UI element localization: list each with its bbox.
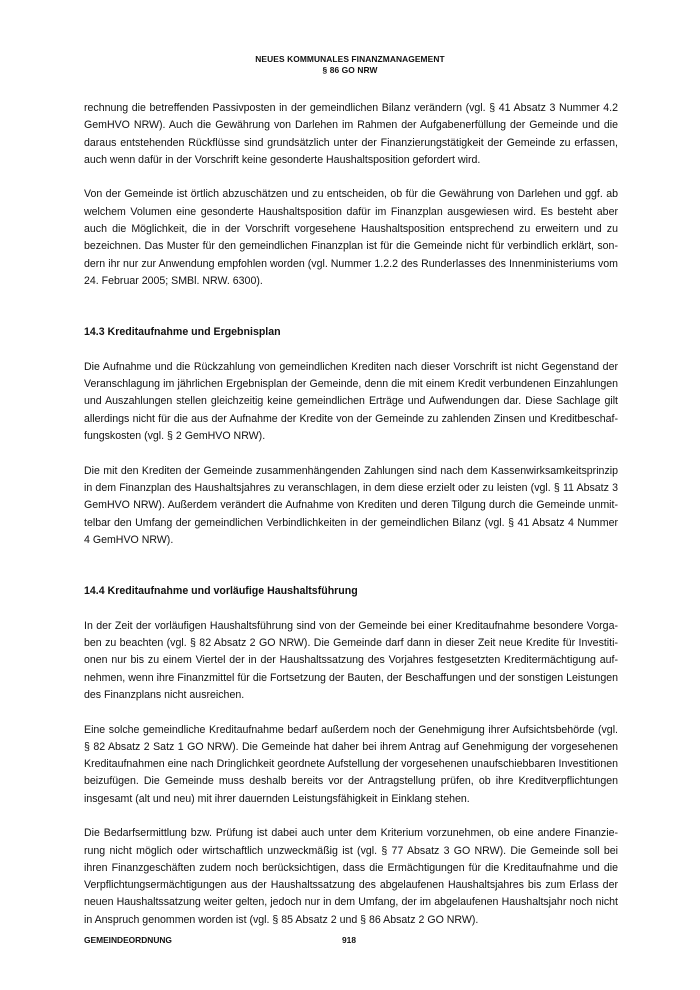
- section-14-4-paragraph-1: In der Zeit der vorläufigen Haushaltsführung sind von der Gemeinde bei einer Kreditaufnahme besondere Vorgaben zu beachten (vgl. § 82 Absatz 2 GO NRW). Die Gemeinde darf dann in dieser Zeit neue Kredite für Investitionen nur bis zu einem Viertel der in der Haushaltssatzung des Vorjahres festgesetzten Kreditermächtigung aufnehmen, wenn ihre Finanzmittel für die Fortsetzung der Bauten, der Beschaffungen und der sonstigen Leistungen des Finanzplans nicht ausreichen.: [84, 619, 618, 701]
- footer-title: GEMEINDEORDNUNG: [84, 935, 172, 945]
- intro-paragraph-1: rechnung die betreffenden Passivposten in der gemeindlichen Bilanz verändern (vgl. § 41 Absatz 3 Nummer 4.2 GemHVO NRW). Auch die Gewährung von Darlehen im Rahmen der Aufgabenerfüllung der Gemeinde und die daraus entstehenden Rückflüsse sind grundsätzlich unter der Finanzierungstätigkeit der Gemeinde zu erfassen, auch wenn dafür in der Vorschrift keine gesonderte Haushaltsposition gefordert wird.: [84, 102, 618, 166]
- page-header: [0, 54, 700, 75]
- section-14-4-heading: 14.4 Kreditaufnahme und vorläufige Haushaltsführung: [84, 585, 358, 598]
- section-14-3-heading: 14.3 Kreditaufnahme und Ergebnisplan: [84, 326, 281, 339]
- section-14-4-paragraph-3: Die Bedarfsermittlung bzw. Prüfung ist dabei auch unter dem Kriterium vorzunehmen, ob eine andere Finanzierung nicht möglich oder wirtschaftlich unzweckmäßig ist (vgl. § 77 Absatz 3 GO NRW). Die Gemeinde soll bei ihren Finanzgeschäften zudem noch berücksichtigen, dass die Ermächtigungen für die Kreditaufnahme und die Verpflichtungsermächtigungen aus der Haushaltssatzung des abgelaufenen Haushaltsjahres bis zum Erlass der neuen Haushaltssatzung weiter gelten, jedoch nur in dem Umfang, der im abgelaufenen Haushaltsjahr noch nicht in Anspruch genommen worden ist (vgl. § 85 Absatz 2 und § 86 Absatz 2 GO NRW).: [84, 827, 618, 926]
- document-body: [84, 100, 618, 929]
- page-number: 918: [342, 935, 356, 945]
- header-title: NEUES KOMMUNALES FINANZMANAGEMENT: [255, 54, 445, 64]
- section-14-3-paragraph-2: Die mit den Krediten der Gemeinde zusammenhängenden Zahlungen sind nach dem Kassenwirksamkeitsprinzip in dem Finanzplan des Haushaltsjahres zu veranschlagen, in dem diese erzielt oder zu leisten (vgl. § 11 Absatz 3 GemHVO NRW). Außerdem verändert die Aufnahme von Krediten und deren Tilgung durch die Gemeinde unmittelbar den Umfang der gemeindlichen Verbindlichkeiten in der gemeindlichen Bilanz (vgl. § 41 Absatz 4 Nummer 4 GemHVO NRW).: [84, 464, 618, 546]
- header-subtitle: § 86 GO NRW: [322, 64, 378, 75]
- intro-paragraph-2: Von der Gemeinde ist örtlich abzuschätzen und zu entscheiden, ob für die Gewährung von Darlehen und ggf. ab welchem Volumen eine gesonderte Haushaltsposition dafür im Finanzplan ausgewiesen wird. Es besteht aber auch die Möglichkeit, die in der Vorschrift vorgesehene Haushaltsposition entsprechend zu erweitern und zu bezeichnen. Das Muster für den gemeindlichen Finanzplan ist für die Gemeinde nicht für verbindlich erklärt, sondern ihr nur zur Anwendung empfohlen worden (vgl. Nummer 1.2.2 des Runderlasses des Innenministeriums vom 24. Februar 2005; SMBl. NRW. 6300).: [84, 188, 618, 287]
- section-14-4-paragraph-2: Eine solche gemeindliche Kreditaufnahme bedarf außerdem noch der Genehmigung ihrer Aufsichtsbehörde (vgl. § 82 Absatz 2 Satz 1 GO NRW). Die Gemeinde hat daher bei ihrem Antrag auf Genehmigung der vorgesehenen Kreditaufnahmen eine nach Dringlichkeit geordnete Aufstellung der vorgesehenen unaufschiebbaren Investitionen beizufügen. Die Gemeinde muss deshalb bereits vor der Antragstellung prüfen, ob ihre Kreditverpflichtungen insgesamt (alt und neu) mit ihrer dauernden Leistungsfähigkeit in Einklang stehen.: [84, 723, 618, 805]
- section-14-3-paragraph-1: Die Aufnahme und die Rückzahlung von gemeindlichen Krediten nach dieser Vorschrift ist nicht Gegenstand der Veranschlagung im jährlichen Ergebnisplan der Gemeinde, denn die mit einem Kredit verbundenen Einzahlungen und Auszahlungen stellen gleichzeitig keine gemeindlichen Erträge und Aufwendungen dar. Diese Sachlage gilt allerdings nicht für die aus der Aufnahme der Kredite von der Gemeinde zu zahlenden Zinsen und Kreditbeschaffungskosten (vgl. § 2 GemHVO NRW).: [84, 360, 618, 443]
